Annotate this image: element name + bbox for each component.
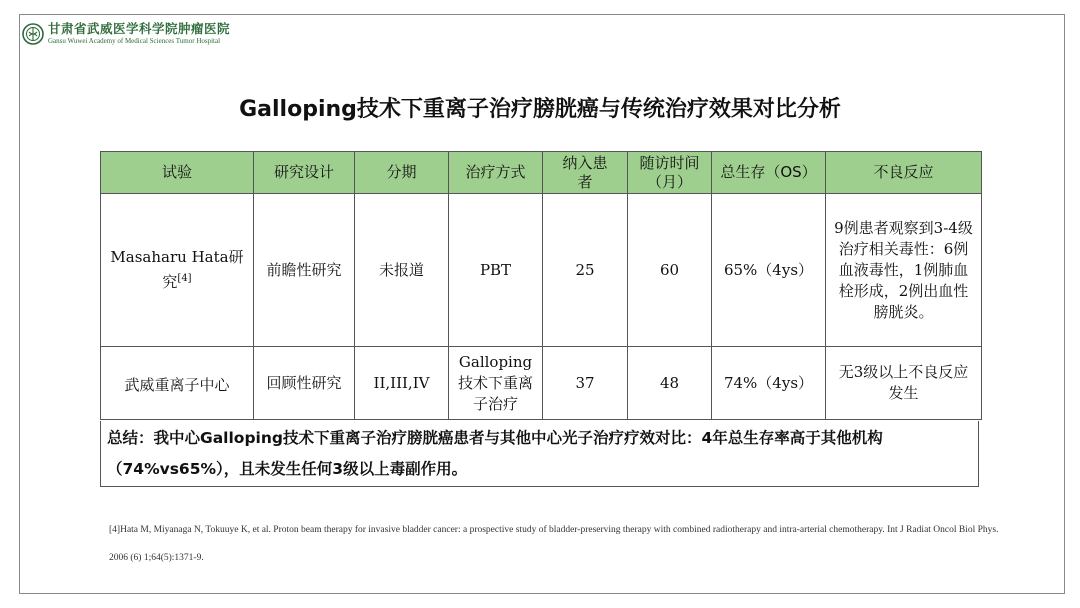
column-header-treatment: 治疗方式 — [449, 152, 543, 194]
hospital-name-en: Gansu Wuwei Academy of Medical Sciences Tumor Hospital — [48, 36, 221, 45]
column-header-design: 研究设计 — [254, 152, 355, 194]
hospital-emblem-icon — [22, 23, 44, 45]
comparison-table — [100, 151, 982, 420]
hospital-name-cn: 甘肃省武威医学科学院肿瘤医院 — [48, 21, 231, 37]
table-header-row — [101, 152, 982, 194]
table-row — [101, 347, 982, 420]
reference-marker: [4] — [177, 273, 192, 284]
cell-stage: 未报道 — [355, 194, 449, 347]
reference-footnote: [4]Hata M, Miyanaga N, Tokuuye K, et al. Proton beam therapy for invasive bladder cancer: a prospective study of bladder-preserving therapy with combined radiotherapy and intra-arterial chemotherapy. Int J Radiat Oncol Biol Phys. 2006 (6) 1;64(5):1371-9. — [109, 525, 999, 563]
summary-text: 总结：我中心Galloping技术下重离子治疗膀胱癌患者与其他中心光子治疗疗效对比：4年总生存率高于其他机构（74%vs65%），且未发生任何3级以上毒副作用。 — [100, 421, 979, 487]
cell-trial — [101, 347, 254, 420]
cell-followup: 60 — [628, 194, 712, 347]
cell-stage: II,III,IV — [355, 347, 449, 420]
column-header-followup: 随访时间（月） — [628, 152, 712, 194]
cell-patients: 25 — [543, 194, 628, 347]
trial-name: Masaharu Hata研究 — [110, 248, 244, 291]
hospital-logo — [22, 23, 230, 45]
cell-patients: 37 — [543, 347, 628, 420]
cell-design: 前瞻性研究 — [254, 194, 355, 347]
trial-name: 武威重离子中心 — [124, 375, 230, 394]
cell-trial — [101, 194, 254, 347]
column-header-os: 总生存（OS） — [712, 152, 826, 194]
cell-adverse: 无3级以上不良反应发生 — [826, 347, 982, 420]
page-title: Galloping技术下重离子治疗膀胱癌与传统治疗效果对比分析 — [239, 97, 841, 122]
cell-adverse: 9例患者观察到3-4级治疗相关毒性：6例血液毒性，1例肺血栓形成，2例出血性膀胱炎。 — [826, 194, 982, 347]
cell-treatment: PBT — [449, 194, 543, 347]
column-header-trial: 试验 — [101, 152, 254, 194]
cell-os: 65%（4ys） — [712, 194, 826, 347]
cell-followup: 48 — [628, 347, 712, 420]
column-header-stage: 分期 — [355, 152, 449, 194]
table-row — [101, 194, 982, 347]
column-header-adverse: 不良反应 — [826, 152, 982, 194]
cell-treatment: Galloping技术下重离子治疗 — [449, 347, 543, 420]
cell-design: 回顾性研究 — [254, 347, 355, 420]
column-header-patients: 纳入患者 — [543, 152, 628, 194]
cell-os: 74%（4ys） — [712, 347, 826, 420]
